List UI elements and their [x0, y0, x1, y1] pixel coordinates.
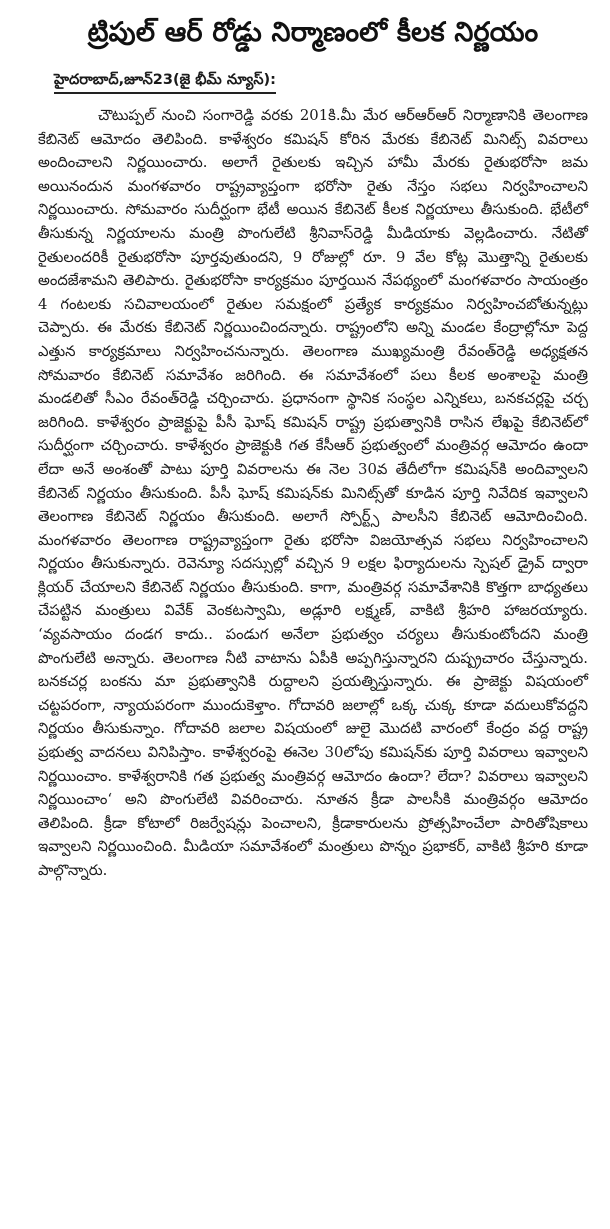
headline: ట్రిపుల్ ఆర్ రోడ్డు నిర్మాణంలో కీలక నిర్ణయం: [87, 17, 539, 48]
dateline: హైదరాబాద్,జూన్23(జై భీమ్ న్యూస్):: [54, 70, 276, 94]
article-body: చౌటుప్పల్ నుంచి సంగారెడ్డి వరకు 201కి.మీ మేర ఆర్ఆర్ఆర్ నిర్మాణానికి తెలంగాణ కేబినెట్ ఆమోదం తెలిపింది. కాళేశ్వరం కమిషన్ కోరిన మేరకు కేబినెట్ మినిట్స్ వివరాలు అందించాలని నిర్ణయించారు. అలాగే రైతులకు ఇచ్చిన హామీ మేరకు రైతుభరోసా జమ అయినందున మంగళవారం రాష్ట్రవ్యాప్తంగా భరోసా రైతు నేస్తం సభలు నిర్వహించాలని నిర్ణయించారు. సోమవారం సుదీర్ఘంగా భేటీ అయిన కేబినెట్ కీలక నిర్ణయాలు తీసుకుంది. భేటీలో తీసుకున్న నిర్ణయాలను మంత్రి పొంగులేటి శ్రీనివాస్‌రెడ్డి మీడియాకు వెల్లడించారు. నేటితో రైతులందరికీ రైతుభరోసా పూర్తవుతుందని, 9 రోజుల్లో రూ. 9 వేల కోట్ల మొత్తాన్ని రైతులకు అందజేశామని తెలిపారు. రైతుభరోసా కార్యక్రమం పూర్తయిన నేపథ్యంలో మంగళవారం సాయంత్రం 4 గంటలకు సచివాలయంలో రైతుల సమక్షంలో ప్రత్యేక కార్యక్రమం నిర్వహించబోతున్నట్లు చెప్పారు. ఈ మేరకు కేబినెట్ నిర్ణయించిందన్నారు. రాష్ట్రంలోని అన్ని మండల కేంద్రాల్లోనూ పెద్ద ఎత్తున కార్యక్రమాలు నిర్వహించనున్నారు. తెలంగాణ ముఖ్యమంత్రి రేవంత్‌రెడ్డి అధ్యక్షతన సోమవారం కేబినెట్ సమావేశం జరిగింది. ఈ సమావేశంలో పలు కీలక అంశాలపై మంత్రి మండలితో సీఎం రేవంత్‌రెడ్డి చర్చించారు. ప్రధానంగా స్థానిక సంస్థల ఎన్నికలు, బనకచర్లపై చర్చ జరిగింది. కాళేశ్వరం ప్రాజెక్టుపై పీసీ ఘోష్ కమిషన్ రాష్ట్ర ప్రభుత్వానికి రాసిన లేఖపై కేబినెట్‌లో సుదీర్ఘంగా చర్చించారు. కాళేశ్వరం ప్రాజెక్టుకి గత కేసీఆర్ ప్రభుత్వంలో మంత్రివర్గ ఆమోదం ఉందా లేదా అనే అంశంతో పాటు పూర్తి వివరాలను ఈ నెల 30వ తేదీలోగా కమిషన్‌కి అందివ్వాలని కేబినెట్ నిర్ణయం తీసుకుంది. పీసీ ఘోష్ కమిషన్‌కు మినిట్స్‌తో కూడిన పూర్తి నివేదిక ఇవ్వాలని తెలంగాణ కేబినెట్ నిర్ణయం తీసుకుంది. అలాగే స్పోర్ట్స్ పాలసీని కేబినెట్ ఆమోదించింది. మంగళవారం తెలంగాణ రాష్ట్రవ్యాప్తంగా రైతు భరోసా విజయోత్సవ సభలు నిర్వహించాలని నిర్ణయం తీసుకున్నారు. రెవెన్యూ సదస్సుల్లో వచ్చిన 9 లక్షల ఫిర్యాదులను స్పెషల్ డ్రైవ్ ద్వారా క్లియర్ చేయాలని కేబినెట్ నిర్ణయం తీసుకుంది. కాగా, మంత్రివర్గ సమావేశానికి కొత్తగా బాధ్యతలు చేపట్టిన మంత్రులు వివేక్ వెంకటస్వామి, అడ్లూరి లక్ష్మణ్, వాకిటి శ్రీహరి హాజరయ్యారు. ‘వ్యవసాయం దండగ కాదు.. పండుగ అనేలా ప్రభుత్వం చర్యలు తీసుకుంటోందని మంత్రి పొంగులేటి అన్నారు. తెలంగాణ నీటి వాటాను ఏపీకి అప్పగిస్తున్నారని దుష్ప్రచారం చేస్తున్నారు. బనకచర్ల బంకను మా ప్రభుత్వానికి రుద్దాలని ప్రయత్నిస్తున్నారు. ఈ ప్రాజెక్టు విషయంలో చట్టపరంగా, న్యాయపరంగా ముందుకెళ్తాం. గోదావరి జలాల్లో ఒక్క చుక్క కూడా వదులుకోవద్దని నిర్ణయం తీసుకున్నాం. గోదావరి జలాల విషయంలో జులై మొదటి వారంలో కేంద్రం వద్ద రాష్ట్ర ప్రభుత్వ వాదనలు వినిపిస్తాం. కాళేశ్వరంపై ఈనెల 30లోపు కమిషన్‌కు పూర్తి వివరాలు ఇవ్వాలని నిర్ణయించాం. కాళేశ్వరానికి గత ప్రభుత్వ మంత్రివర్గ ఆమోదం ఉందా? లేదా? వివరాలు ఇవ్వాలని నిర్ణయించాం‘ అని పొంగులేటి వివరించారు. నూతన క్రీడా పాలసీకి మంత్రివర్గం ఆమోదం తెలిపింది. క్రీడా కోటాలో రిజర్వేషన్లు పెంచాలని, క్రీడాకారులను ప్రోత్సహించేలా పారితోషికాలు ఇవ్వాలని నిర్ణయించింది. మీడియా సమావేశంలో మంత్రులు పొన్నం ప్రభాకర్, వాకిటి శ్రీహరి కూడా పాల్గొన్నారు.: [38, 107, 588, 879]
